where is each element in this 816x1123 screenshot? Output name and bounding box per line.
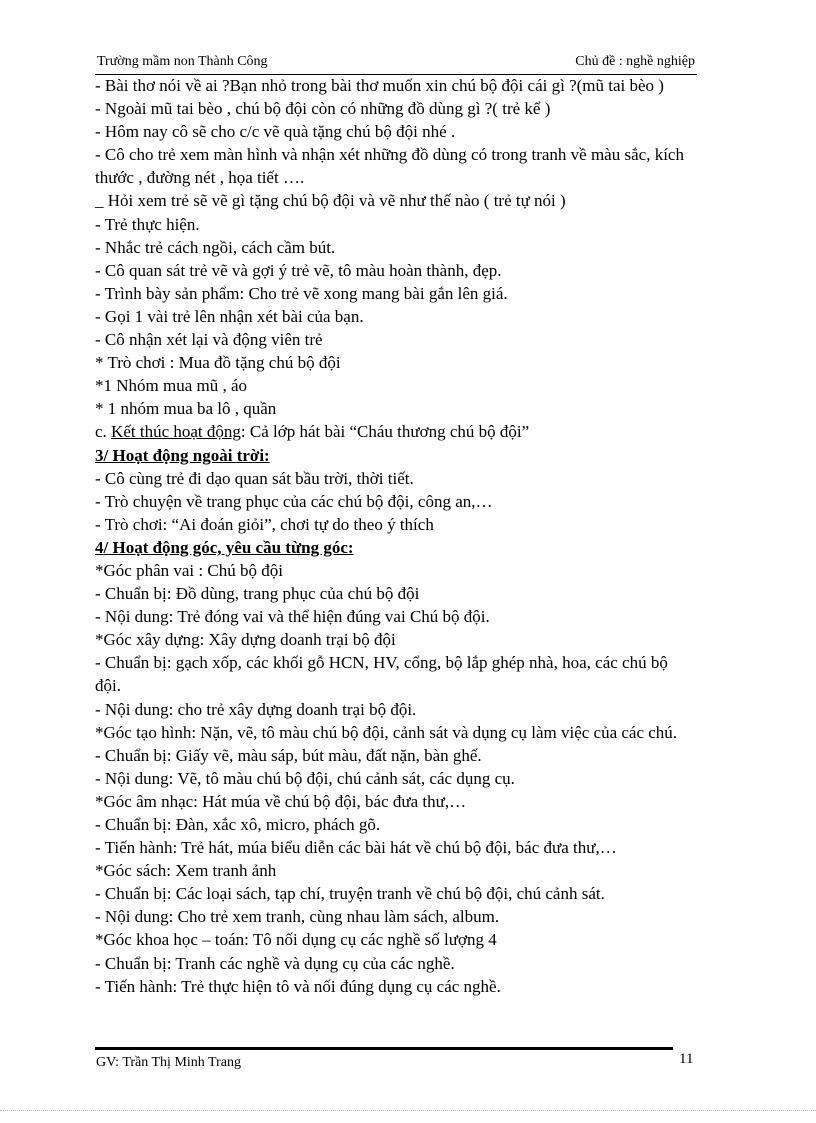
school-name: Trường mầm non Thành Công (97, 54, 268, 69)
text-line: - Trẻ thực hiện. (95, 214, 200, 234)
text-line: - Nội dung: Cho trẻ xem tranh, cùng nhau làm sách, album. (95, 907, 500, 927)
text-line: - Chuẩn bị: Tranh các nghề và dụng cụ của các nghề. (95, 953, 455, 973)
ending-label: Kết thúc hoạt động (111, 422, 241, 442)
corners-heading: 4/ Hoạt động góc, yêu cầu từng góc: (95, 537, 354, 557)
page-header (95, 52, 697, 75)
text-line: * 1 nhóm mua ba lô , quần (95, 399, 277, 419)
text-line: - Chuẩn bị: Đồ dùng, trang phục của chú bộ đội (95, 584, 420, 604)
ending-prefix: c. (95, 422, 112, 442)
text-line: - Chuẩn bị: Đàn, xắc xô, micro, phách gõ. (95, 815, 381, 834)
topic-label: Chủ đề : nghề nghiệp (575, 54, 695, 69)
text-line: - Cô quan sát trẻ vẽ và gợi ý trẻ vẽ, tô màu hoàn thành, đẹp. (95, 260, 502, 280)
text-line: *Góc tạo hình: Nặn, vẽ, tô màu chú bộ đội, cảnh sát và dụng cụ làm việc của các chú. (95, 722, 678, 742)
text-line: - Nội dung: Vẽ, tô màu chú bộ đội, chú cảnh sát, các dụng cụ. (95, 768, 515, 788)
text-line: *Góc xây dựng: Xây dựng doanh trại bộ đội (95, 630, 396, 650)
text-line: *Góc sách: Xem tranh ảnh (95, 861, 277, 881)
text-line: - Nội dung: Trẻ đóng vai và thể hiện đúng vai Chú bộ đội. (95, 607, 490, 627)
ending-text: : Cả lớp hát bài “Cháu thương chú bộ đội” (240, 422, 530, 442)
text-line: *1 Nhóm mua mũ , áo (95, 376, 248, 396)
document-body (95, 74, 695, 998)
text-line: - Nội dung: cho trẻ xây dựng doanh trại bộ đội. (95, 699, 417, 719)
text-line: - Trò chơi: “Ai đoán giỏi”, chơi tự do theo ý thích (95, 514, 434, 534)
teacher-name: GV: Trần Thị Minh Trang (96, 1055, 241, 1070)
page-edge-divider (0, 1110, 816, 1111)
text-line: * Trò chơi : Mua đồ tặng chú bộ đội (95, 353, 341, 373)
page-number: 11 (679, 1051, 694, 1067)
text-line: - Nhắc trẻ cách ngồi, cách cầm bút. (95, 237, 336, 257)
text-line: - Cô cho trẻ xem màn hình và nhận xét những đồ dùng có trong tranh về màu sắc, kích thước , đường nét , họa tiết …. (95, 145, 684, 188)
text-line: *Góc phân vai : Chú bộ đội (95, 560, 283, 580)
text-line: - Trò chuyện về trang phục của các chú bộ đội, công an,… (95, 491, 493, 511)
text-line: - Chuẩn bị: gạch xốp, các khối gỗ HCN, HV, cổng, bộ lắp ghép nhà, hoa, các chú bộ đội. (95, 653, 668, 696)
text-line: - Trình bày sản phẩm: Cho trẻ vẽ xong mang bài gắn lên giá. (95, 283, 508, 303)
text-line: - Cô cùng trẻ đi dạo quan sát bầu trời, thời tiết. (95, 468, 414, 488)
text-line: - Chuẩn bị: Giấy vẽ, màu sáp, bút màu, đất nặn, bàn ghế. (95, 745, 482, 765)
text-line: - Tiến hành: Trẻ thực hiện tô và nối đúng dụng cụ các nghề. (95, 976, 501, 996)
text-line: - Ngoài mũ tai bèo , chú bộ đội còn có những đồ dùng gì ?( trẻ kể ) (95, 99, 551, 119)
text-line: - Gọi 1 vài trẻ lên nhận xét bài của bạn. (95, 306, 364, 326)
text-line: - Tiến hành: Trẻ hát, múa biểu diễn các bài hát về chú bộ đội, bác đưa thư,… (95, 838, 617, 858)
text-line: - Cô nhận xét lại và động viên trẻ (95, 330, 323, 350)
text-line: - Bài thơ nói về ai ?Bạn nhỏ trong bài thơ muốn xin chú bộ đội cái gì ?(mũ tai bèo ) (95, 76, 664, 95)
text-line: *Góc âm nhạc: Hát múa về chú bộ đội, bác đưa thư,… (95, 791, 467, 811)
text-line: - Hôm nay cô sẽ cho c/c vẽ quà tặng chú bộ đội nhé . (95, 122, 456, 142)
text-line: _ Hỏi xem trẻ sẽ vẽ gì tặng chú bộ đội và vẽ như thế nào ( trẻ tự nói ) (95, 191, 566, 211)
footer-divider (95, 1047, 673, 1050)
ending-line (95, 420, 695, 443)
text-line: - Chuẩn bị: Các loại sách, tạp chí, truyện tranh về chú bộ đội, chú cảnh sát. (95, 884, 605, 904)
outdoor-heading: 3/ Hoạt động ngoài trời: (95, 445, 270, 465)
text-line: *Góc khoa học – toán: Tô nối dụng cụ các nghề số lượng 4 (95, 930, 497, 950)
